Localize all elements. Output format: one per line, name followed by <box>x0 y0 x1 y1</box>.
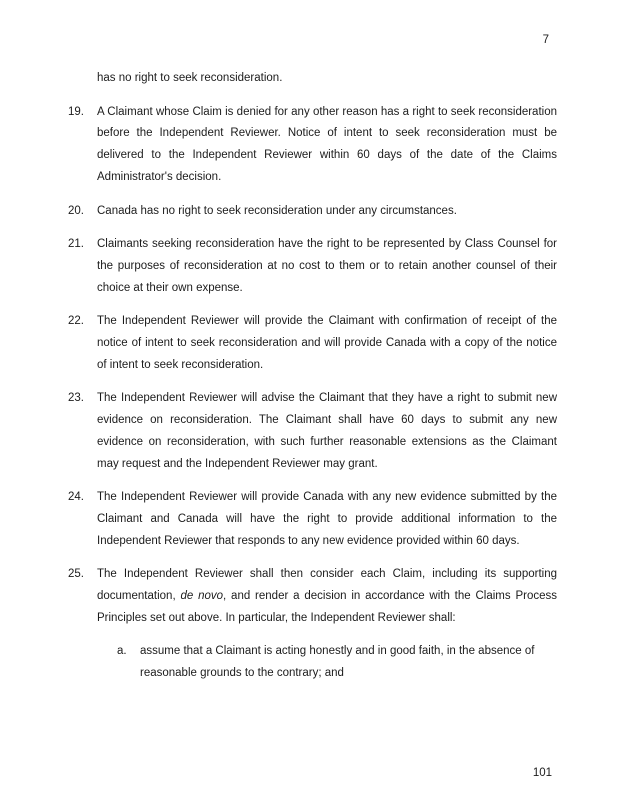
paragraph-number: 19. <box>68 105 84 118</box>
sub-item-letter: a. <box>117 645 127 658</box>
paragraph-number: 23. <box>68 392 84 405</box>
paragraph-number: 20. <box>68 204 84 217</box>
page-number-footer: 101 <box>532 767 552 779</box>
paragraph-number: 25. <box>68 568 84 581</box>
paragraph-number: 21. <box>68 238 84 251</box>
paragraph-text: The Independent Reviewer will provide Canada with any new evidence submitted by the Claimant and Canada will have the right to provide additional information to the Independent Reviewer that responds to any new evidence provided within 60 days. <box>97 491 557 547</box>
paragraph-text <box>97 564 557 629</box>
numbered-paragraph-21 <box>68 234 557 299</box>
continuation-paragraph: has no right to seek reconsideration. <box>97 72 283 84</box>
latin-phrase-italic: de novo <box>180 590 224 603</box>
paragraph-text-segment: , and render a decision in accordance with the Claims Process Principles set out above. In particular, the Independent Reviewer shall: <box>97 590 557 624</box>
sub-item-text: assume that a Claimant is acting honestly and in good faith, in the absence of reasonable grounds to the contrary; and <box>140 645 535 680</box>
paragraph-text: Claimants seeking reconsideration have the right to be represented by Class Counsel for the purposes of reconsideration at no cost to them or to retain another counsel of their choice at their own expense. <box>97 238 557 294</box>
document-body <box>68 68 557 685</box>
paragraph-text: The Independent Reviewer will advise the Claimant that they have a right to submit new evidence on reconsideration. The Claimant shall have 60 days to submit any new evidence on reconsideration, with such further reasonable extensions as the Claimant may request and the Independent Reviewer may grant. <box>97 392 557 470</box>
numbered-paragraph-22 <box>68 311 557 376</box>
numbered-paragraph-25 <box>68 564 557 629</box>
paragraph-number: 24. <box>68 491 84 504</box>
sub-list-item-a <box>117 641 557 684</box>
numbered-paragraph-19 <box>68 102 557 189</box>
numbered-paragraph-24 <box>68 487 557 552</box>
paragraph-number: 22. <box>68 315 84 328</box>
numbered-paragraph-23 <box>68 388 557 475</box>
paragraph-text: Canada has no right to seek reconsideration under any circumstances. <box>97 204 457 217</box>
paragraph-text-segment: The Independent Reviewer shall then consider each Claim, including its supporting documentation, <box>97 568 557 603</box>
paragraph-text: The Independent Reviewer will provide the Claimant with confirmation of receipt of the notice of intent to seek reconsideration and will provide Canada with a copy of the notice of intent to seek reconsideration. <box>97 315 557 371</box>
page-number-header: 7 <box>542 34 549 46</box>
paragraph-text: A Claimant whose Claim is denied for any other reason has a right to seek reconsideration before the Independent Reviewer. Notice of intent to seek reconsideration must be delivered to the Independent Reviewer within 60 days of the date of the Claims Administrator's decision. <box>97 105 557 183</box>
numbered-paragraph-20 <box>68 201 557 223</box>
